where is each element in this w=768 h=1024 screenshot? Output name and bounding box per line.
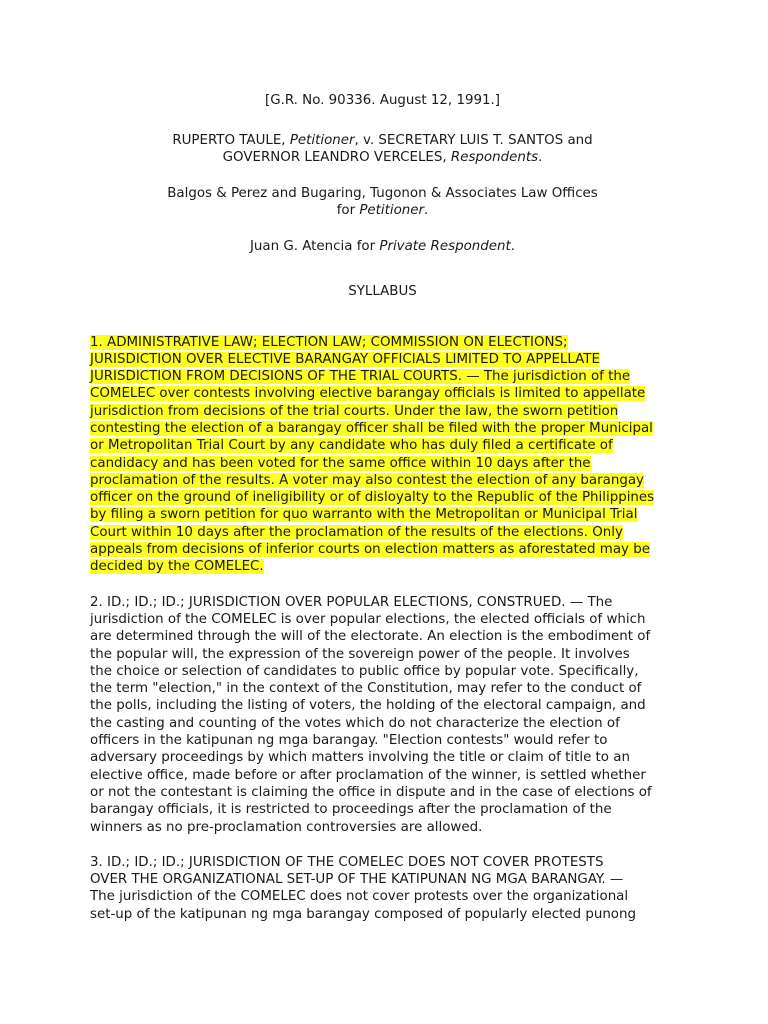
counsel-for-petitioner <box>90 185 675 220</box>
paragraph-line <box>90 784 675 801</box>
counsel-respondent-name: Juan G. Atencia for <box>249 238 380 254</box>
paragraph-text: winners as no pre-proclamation controversies are allowed. <box>90 819 483 835</box>
paragraph-line <box>90 680 675 697</box>
highlighted-text: decided by the COMELEC. <box>90 559 264 575</box>
highlighted-text: or Metropolitan Trial Court by any candidate who has duly filed a certificate of <box>90 438 613 454</box>
counsel-respondent-period: . <box>510 238 515 254</box>
highlighted-text: COMELEC over contests involving elective barangay officials is limited to appellate <box>90 386 646 402</box>
paragraph-line <box>90 594 675 611</box>
syllabus-heading: SYLLABUS <box>348 284 417 299</box>
paragraph-line <box>90 558 675 575</box>
paragraph-line <box>90 663 675 680</box>
case-parties <box>90 132 675 167</box>
respondent-name-2: GOVERNOR LEANDRO VERCELES, <box>222 150 451 165</box>
paragraph-line <box>90 749 675 766</box>
paragraph-text: 3. ID.; ID.; ID.; JURISDICTION OF THE COMELEC DOES NOT COVER PROTESTS <box>90 854 604 870</box>
paragraph-line <box>90 351 675 368</box>
parties-line-1 <box>90 132 675 150</box>
highlighted-text: JURISDICTION FROM DECISIONS OF THE TRIAL COURTS. — The jurisdiction of the <box>90 369 631 385</box>
paragraph-line <box>90 541 675 558</box>
document-page <box>90 92 675 941</box>
counsel-respondent-role: Private Respondent <box>379 238 511 254</box>
highlighted-text: proclamation of the results. A voter may also contest the election of any barangay <box>90 472 644 488</box>
petitioner-role: Petitioner <box>289 132 355 148</box>
paragraph-line <box>90 420 675 437</box>
paragraph-text: 2. ID.; ID.; ID.; JURISDICTION OVER POPULAR ELECTIONS, CONSTRUED. — The <box>90 594 613 610</box>
paragraph-line <box>90 489 675 506</box>
paragraph-line <box>90 715 675 732</box>
highlighted-text: Court within 10 days after the proclamation of the results of the elections. Only <box>90 524 623 540</box>
counsel-for-respondent <box>90 238 675 256</box>
paragraph-line <box>90 472 675 489</box>
paragraph-line <box>90 854 675 871</box>
paragraph-line <box>90 819 675 836</box>
highlighted-text: by filing a sworn petition for quo warranto with the Metropolitan or Municipal Trial <box>90 507 638 523</box>
case-number: [G.R. No. 90336. August 12, 1991.] <box>264 93 501 108</box>
paragraph-line <box>90 732 675 749</box>
paragraph-text: the polls, including the listing of voters, the holding of the electoral campaign, and <box>90 698 646 714</box>
petitioner-name: RUPERTO TAULE, <box>172 132 290 148</box>
syllabus-body <box>90 334 675 924</box>
syllabus-paragraph <box>90 334 675 576</box>
paragraph-line <box>90 403 675 420</box>
paragraph-text: are determined through the will of the electorate. An election is the embodiment of <box>90 629 651 645</box>
highlighted-text: appeals from decisions of inferior courts on election matters as aforestated may be <box>90 542 650 558</box>
respondents-role: Respondents <box>450 150 539 165</box>
paragraph-text: adversary proceedings by which matters involving the title or claim of title to an <box>90 750 630 766</box>
highlighted-text: candidacy and has been voted for the same office within 10 days after the <box>90 455 591 471</box>
paragraph-line <box>90 906 675 923</box>
paragraph-text: the term "election," in the context of the Constitution, may refer to the conduct of <box>90 681 642 697</box>
paragraph-line <box>90 871 675 888</box>
paragraph-line <box>90 506 675 523</box>
respondent-name-1: , v. SECRETARY LUIS T. SANTOS and <box>354 132 593 148</box>
paragraph-text: or not the contestant is claiming the office in dispute and in the case of elections of <box>90 784 652 800</box>
paragraph-text: set-up of the katipunan ng mga barangay composed of popularly elected punong <box>90 906 636 922</box>
counsel-petitioner-role: Petitioner <box>359 203 425 218</box>
paragraph-line <box>90 628 675 645</box>
paragraph-text: the choice or selection of candidates to public office by popular vote. Specifically, <box>90 663 639 679</box>
paragraph-text: officers in the katipunan ng mga barangay. "Election contests" would refer to <box>90 733 608 749</box>
counsel-petitioner-period: . <box>424 203 429 218</box>
paragraph-line <box>90 801 675 818</box>
paragraph-text: the popular will, the expression of the sovereign power of the people. It involves <box>90 646 630 662</box>
paragraph-text: elective office, made before or after proclamation of the winner, is settled whether <box>90 767 646 783</box>
paragraph-line <box>90 646 675 663</box>
paragraph-line <box>90 385 675 402</box>
paragraph-line <box>90 697 675 714</box>
counsel-petitioner-line-1: Balgos & Perez and Bugaring, Tugonon & Associates Law Offices <box>167 185 598 201</box>
highlighted-text: officer on the ground of ineligibility or of disloyalty to the Republic of the Philippines <box>90 490 655 506</box>
highlighted-text: 1. ADMINISTRATIVE LAW; ELECTION LAW; COMMISSION ON ELECTIONS; <box>90 334 568 350</box>
syllabus-paragraph <box>90 854 675 923</box>
counsel-for-label: for <box>336 203 360 218</box>
paragraph-text: The jurisdiction of the COMELEC does not cover protests over the organizational <box>90 889 629 905</box>
parties-period: . <box>538 150 543 165</box>
syllabus-paragraph <box>90 594 675 836</box>
highlighted-text: JURISDICTION OVER ELECTIVE BARANGAY OFFICIALS LIMITED TO APPELLATE <box>90 351 600 367</box>
paragraph-text: the casting and counting of the votes which do not characterize the election of <box>90 715 620 731</box>
paragraph-line <box>90 334 675 351</box>
paragraph-text: barangay officials, it is restricted to proceedings after the proclamation of the <box>90 802 612 818</box>
paragraph-line <box>90 888 675 905</box>
highlighted-text: contesting the election of a barangay officer shall be filed with the proper Municipal <box>90 420 653 436</box>
paragraph-line <box>90 437 675 454</box>
paragraph-line <box>90 611 675 628</box>
highlighted-text: jurisdiction from decisions of the trial courts. Under the law, the sworn petition <box>90 403 619 419</box>
paragraph-line <box>90 767 675 784</box>
paragraph-text: jurisdiction of the COMELEC is over popular elections, the elected officials of which <box>90 611 646 627</box>
paragraph-line <box>90 524 675 541</box>
paragraph-line <box>90 455 675 472</box>
paragraph-line <box>90 368 675 385</box>
counsel-petitioner-line-2 <box>90 202 675 220</box>
paragraph-text: OVER THE ORGANIZATIONAL SET-UP OF THE KATIPUNAN NG MGA BARANGAY. — <box>90 872 624 888</box>
parties-line-2 <box>90 149 675 167</box>
